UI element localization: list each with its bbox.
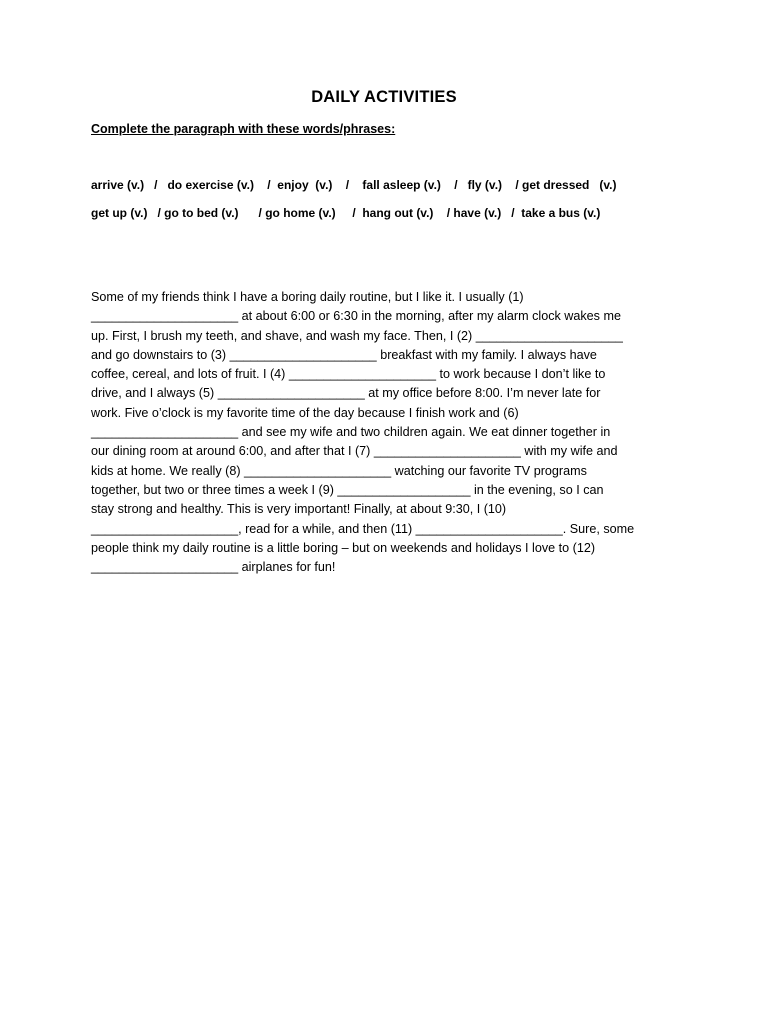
paragraph-line: people think my daily routine is a little boring – but on weekends and holidays I love to (12) bbox=[91, 540, 596, 555]
fill-in-paragraph bbox=[91, 288, 681, 577]
paragraph-line: work. Five o’clock is my favorite time of the day because I finish work and (6) bbox=[91, 405, 519, 420]
paragraph-line: and go downstairs to (3) _____________________ breakfast with my family. I always have bbox=[91, 347, 597, 362]
instruction-text: Complete the paragraph with these words/phrases: bbox=[91, 122, 396, 136]
paragraph-line: stay strong and healthy. This is very important! Finally, at about 9:30, I (10) bbox=[91, 502, 507, 517]
paragraph-line: up. First, I brush my teeth, and shave, and wash my face. Then, I (2) _____________________ bbox=[91, 328, 623, 343]
paragraph-line: _____________________, read for a while, and then (11) _____________________. Sure, some bbox=[91, 521, 635, 536]
paragraph-line: _____________________ and see my wife and two children again. We eat dinner together in bbox=[91, 425, 611, 440]
paragraph-line: Some of my friends think I have a boring daily routine, but I like it. I usually (1) bbox=[91, 290, 524, 304]
word-bank-line-2: get up (v.) / go to bed (v.) / go home (v.) / hang out (v.) / have (v.) / take a bus (v.) bbox=[91, 206, 601, 220]
paragraph-line: together, but two or three times a week I (9) ___________________ in the evening, so I can bbox=[91, 482, 604, 497]
paragraph-line: _____________________ airplanes for fun! bbox=[91, 560, 336, 575]
paragraph-line: kids at home. We really (8) _____________________ watching our favorite TV programs bbox=[91, 463, 587, 478]
paragraph-line: drive, and I always (5) _____________________ at my office before 8:00. I’m never late for bbox=[91, 386, 601, 401]
paragraph-line: _____________________ at about 6:00 or 6:30 in the morning, after my alarm clock wakes me bbox=[91, 309, 621, 324]
word-bank-line-1: arrive (v.) / do exercise (v.) / enjoy (v.) / fall asleep (v.) / fly (v.) / get dressed (v.) bbox=[91, 178, 617, 192]
paragraph-line: coffee, cereal, and lots of fruit. I (4) _____________________ to work because I don’t like to bbox=[91, 367, 606, 382]
paragraph-line: our dining room at around 6:00, and after that I (7) _____________________ with my wife and bbox=[91, 444, 618, 459]
worksheet-title: DAILY ACTIVITIES bbox=[311, 88, 457, 106]
